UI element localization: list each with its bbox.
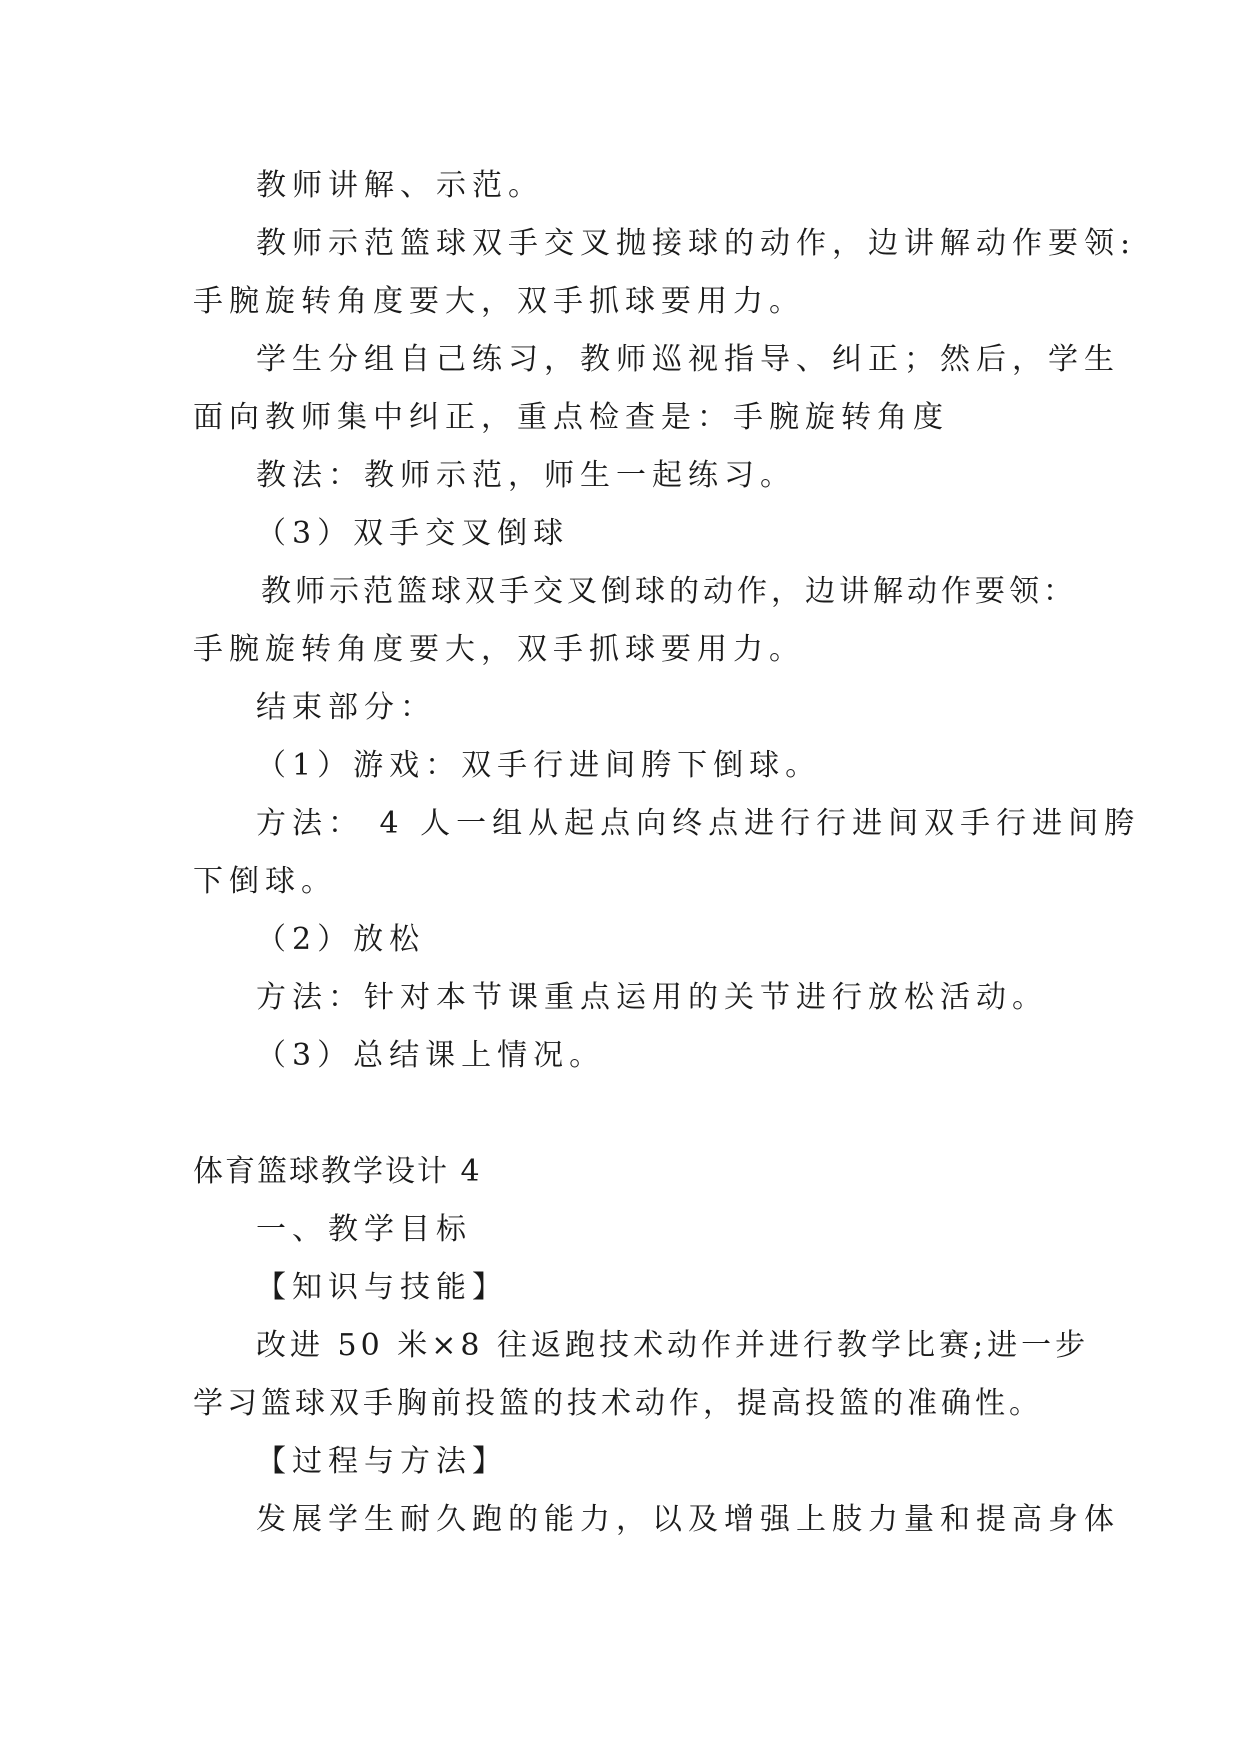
paragraph-line: 手腕旋转角度要大，双手抓球要用力。 (193, 284, 805, 319)
paragraph-line: 发展学生耐久跑的能力，以及增强上肢力量和提高身体 (256, 1502, 1120, 1537)
paragraph-line: 学生分组自己练习，教师巡视指导、纠正；然后，学生 (256, 342, 1120, 377)
paragraph-line: 面向教师集中纠正，重点检查是：手腕旋转角度 (193, 400, 949, 435)
paragraph-line: 教师示范篮球双手交叉抛接球的动作，边讲解动作要领: (256, 226, 1137, 261)
paragraph-line: 改进 50 米×8 往返跑技术动作并进行教学比赛;进一步 (256, 1328, 1090, 1363)
paragraph-line: 方法： 4 人一组从起点向终点进行行进间双手行进间胯 (256, 806, 1141, 841)
list-item: （3）总结课上情况。 (256, 1038, 606, 1073)
paragraph-line: 学习篮球双手胸前投篮的技术动作，提高投篮的准确性。 (193, 1386, 1043, 1421)
subheading: 【过程与方法】 (256, 1444, 508, 1479)
subheading: 【知识与技能】 (256, 1270, 508, 1305)
paragraph-line: 教法：教师示范，师生一起练习。 (256, 458, 796, 493)
list-item: （3）双手交叉倒球 (256, 516, 570, 551)
section-label: 结束部分： (256, 690, 436, 725)
paragraph-line: 方法：针对本节课重点运用的关节进行放松活动。 (256, 980, 1048, 1015)
paragraph-line: 教师讲解、示范。 (256, 168, 544, 203)
section-heading: 体育篮球教学设计 4 (193, 1154, 482, 1189)
paragraph-line: 下倒球。 (193, 864, 337, 899)
paragraph-line: 手腕旋转角度要大，双手抓球要用力。 (193, 632, 805, 667)
subheading: 一、教学目标 (256, 1212, 472, 1247)
paragraph-line: 教师示范篮球双手交叉倒球的动作，边讲解动作要领： (261, 574, 1077, 609)
list-item: （1）游戏：双手行进间胯下倒球。 (256, 748, 822, 783)
list-item: （2）放松 (256, 922, 426, 957)
